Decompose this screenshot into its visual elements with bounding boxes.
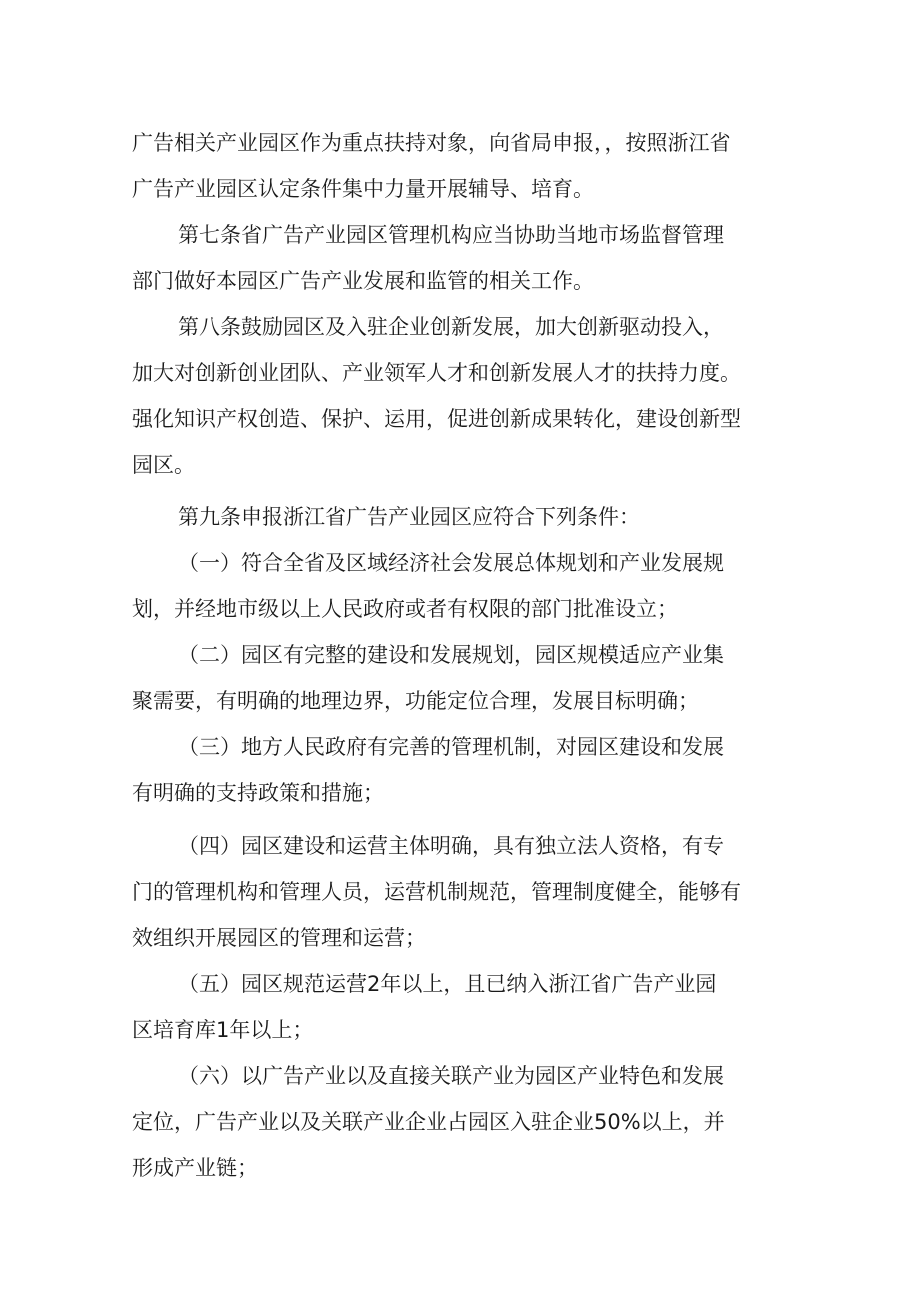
text-line: 第九条申报浙江省广告产业园区应符合下列条件： [178, 505, 640, 529]
text-line: （三）地方人民政府有完善的管理机制，对园区建设和发展 [178, 735, 724, 759]
text-line: （五）园区规范运营2年以上，且已纳入浙江省广告产业园 [178, 972, 717, 996]
text-line: 区培育库1年以上； [132, 1018, 314, 1042]
text-line: 广告相关产业园区作为重点扶持对象，向省局申报，，按照浙江省 [132, 131, 731, 155]
text-line: 划，并经地市级以上人民政府或者有权限的部门批准设立； [132, 597, 678, 621]
text-line: 第八条鼓励园区及入驻企业创新发展，加大创新驱动投入， [178, 315, 724, 339]
text-line: 强化知识产权创造、保护、运用，促进创新成果转化，建设创新型 [132, 407, 741, 431]
text-line: （四）园区建设和运营主体明确，具有独立法人资格，有专 [178, 834, 724, 858]
text-line: 园区。 [132, 453, 195, 477]
text-line: 第七条省广告产业园区管理机构应当协助当地市场监督管理 [178, 223, 724, 247]
text-line: （二）园区有完整的建设和发展规划，园区规模适应产业集 [178, 643, 724, 667]
text-line: 形成产业链； [132, 1156, 258, 1180]
text-line: （六）以广告产业以及直接关联产业为园区产业特色和发展 [178, 1064, 724, 1088]
text-line: 门的管理机构和管理人员，运营机制规范，管理制度健全，能够有 [132, 880, 741, 904]
text-line: 效组织开展园区的管理和运营； [132, 926, 426, 950]
text-line: （一）符合全省及区域经济社会发展总体规划和产业发展规 [178, 551, 724, 575]
text-line: 广告产业园区认定条件集中力量开展辅导、培育。 [132, 177, 594, 201]
text-line: 部门做好本园区广告产业发展和监管的相关工作。 [132, 269, 594, 293]
text-line: 定位，广告产业以及关联产业企业占园区入驻企业50%以上，并 [132, 1110, 725, 1134]
text-line: 有明确的支持政策和措施； [132, 781, 384, 805]
text-line: 加大对创新创业团队、产业领军人才和创新发展人才的扶持力度。 [132, 361, 741, 385]
text-line: 聚需要，有明确的地理边界，功能定位合理，发展目标明确； [132, 689, 699, 713]
